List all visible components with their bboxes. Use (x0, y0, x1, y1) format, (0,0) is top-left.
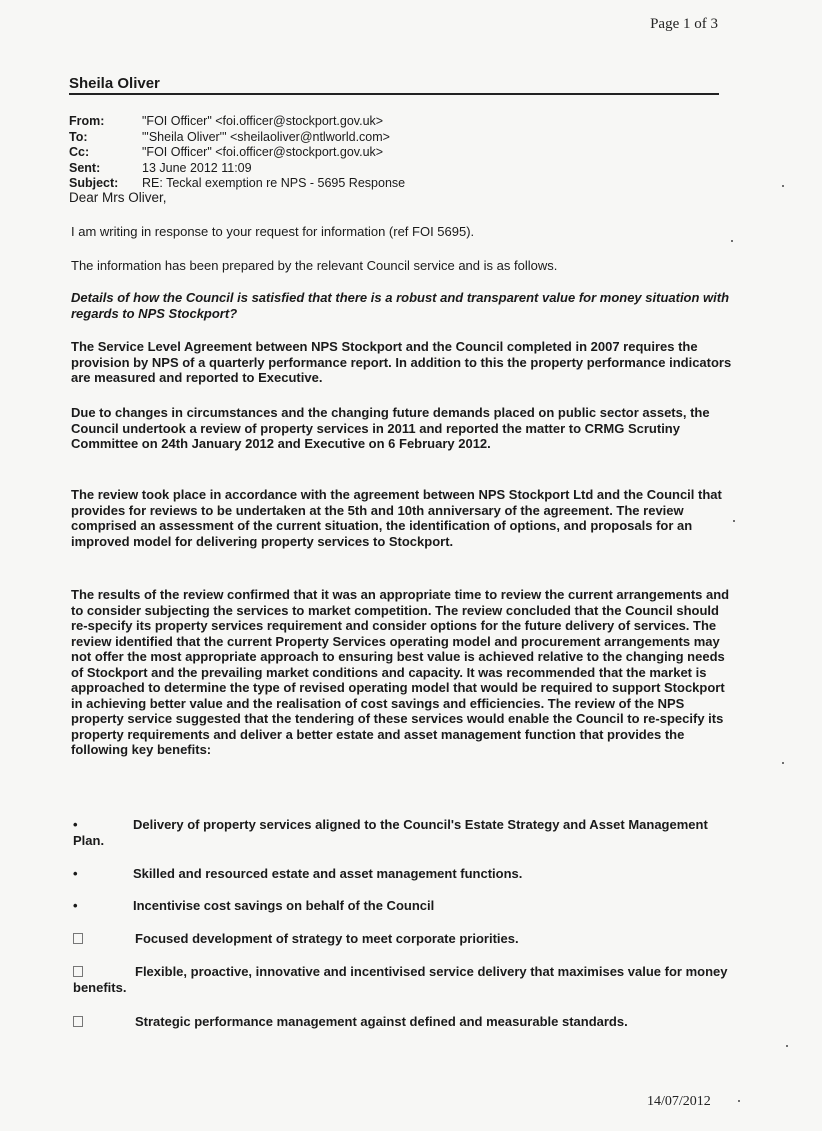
to-label: To: (69, 129, 88, 144)
from-label: From: (69, 114, 105, 128)
cc-label: Cc: (69, 145, 90, 159)
scan-speck (733, 520, 735, 522)
bullet-marker: • (73, 817, 78, 832)
benefit-list-item (73, 1014, 733, 1030)
benefit-list-item (73, 817, 733, 849)
scan-speck (782, 185, 784, 187)
benefit-text: Flexible, proactive, innovative and incentivised service delivery that maximises value for money benefits. (73, 964, 728, 995)
body-paragraph-2: Due to changes in circumstances and the changing future demands placed on public sector assets, the Council undertook a review of property services in 2011 and reported the matter to CRMG Scrutiny Committee on 24th January 2012 and Executive on 6 February 2012. (71, 405, 710, 451)
from-value: "FOI Officer" <foi.officer@stockport.gov.uk> (142, 114, 384, 128)
benefit-list-item (73, 964, 733, 996)
benefit-text: Strategic performance management against defined and measurable standards. (135, 1014, 628, 1029)
checkbox-glyph-icon (73, 933, 83, 944)
bullet-marker: • (73, 866, 78, 881)
from-row (69, 114, 405, 130)
question-heading: Details of how the Council is satisfied that there is a robust and transparent value for money situation with regards to NPS Stockport? (71, 290, 730, 321)
sent-value: 13 June 2012 11:09 (142, 160, 252, 175)
body-paragraph-4: The results of the review confirmed that it was an appropriate time to review the current arrangements and to consider subjecting the services to market competition. The review concluded that the Council should re-specify its property services requirement and consider options for the future delivery of services. The review identified that the current Property Services operating model and procurement arrangements may not offer the most appropriate approach to ensuring best value is achieved relative to the changing needs of Stockport and the prevailing market conditions and capacity. It was recommended that the market is approached to determine the type of revised operating model that would be required to support Stockport in achieving better value and the realisation of cost savings and efficiencies. The review of the NPS property service suggested that the tendering of these services would enable the Council to re-specify its property requirements and deliver a better estate and asset management function that provides the following key benefits: (71, 587, 730, 757)
footer-date: 14/07/2012 (647, 1094, 711, 1109)
subject-label: Subject: (69, 176, 119, 190)
bullet-marker: • (73, 898, 78, 913)
scan-speck (731, 240, 733, 242)
benefit-list-item (73, 898, 733, 914)
sent-label: Sent: (69, 160, 101, 175)
subject-value: RE: Teckal exemption re NPS - 5695 Response (142, 176, 406, 190)
benefit-text: Incentivise cost savings on behalf of the Council (133, 898, 435, 913)
body-paragraph-1: The Service Level Agreement between NPS Stockport and the Council completed in 2007 requires the provision by NPS of a quarterly performance report. In addition to this the property performance indicators are measured and reported to Executive. (71, 339, 732, 385)
email-header (69, 114, 405, 192)
checkbox-glyph-icon (73, 1016, 83, 1027)
sender-name: Sheila Oliver (69, 75, 160, 92)
to-row (69, 130, 405, 146)
scan-speck (782, 762, 784, 764)
body-paragraph-3: The review took place in accordance with the agreement between NPS Stockport Ltd and the Council that provides for reviews to be undertaken at the 5th and 10th anniversary of the agreement. The review comprised an assessment of the current situation, the identification of options, and proposals for an improved model for delivering property services to Stockport. (71, 487, 722, 549)
intro-paragraph-2: The information has been prepared by the relevant Council service and is as follows. (71, 258, 558, 273)
to-value: "'Sheila Oliver'" <sheilaoliver@ntlworld.com> (142, 129, 390, 144)
intro-paragraph-1: I am writing in response to your request for information (ref FOI 5695). (71, 224, 475, 239)
benefit-list-item (73, 931, 733, 947)
header-divider (69, 93, 719, 95)
scan-speck (738, 1100, 740, 1102)
cc-value: "FOI Officer" <foi.officer@stockport.gov.uk> (142, 145, 384, 159)
benefit-text: Focused development of strategy to meet corporate priorities. (135, 931, 519, 946)
benefit-text: Delivery of property services aligned to the Council's Estate Strategy and Asset Management Plan. (73, 817, 708, 848)
scan-speck (786, 1045, 788, 1047)
greeting: Dear Mrs Oliver, (69, 190, 167, 205)
benefit-text: Skilled and resourced estate and asset management functions. (133, 866, 523, 881)
page-number: Page 1 of 3 (650, 16, 718, 32)
sent-row (69, 161, 405, 177)
checkbox-glyph-icon (73, 966, 83, 977)
cc-row (69, 145, 405, 161)
benefit-list-item (73, 866, 733, 882)
